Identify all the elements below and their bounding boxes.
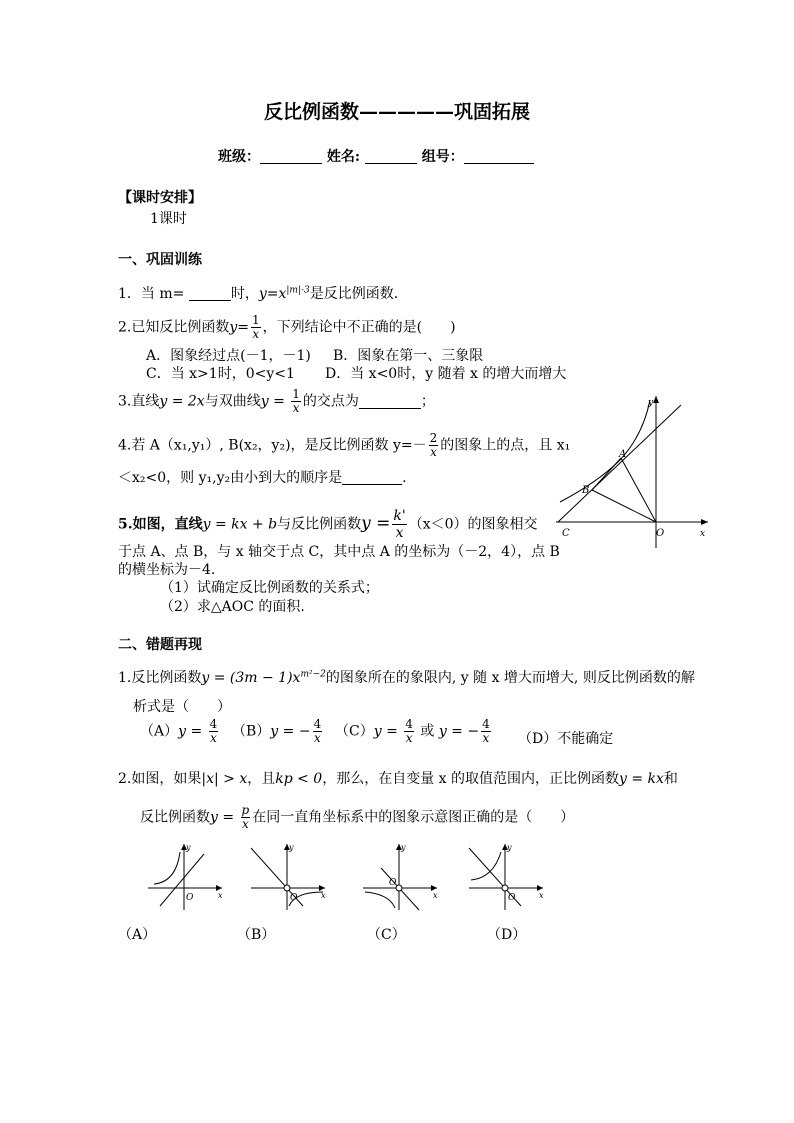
svg-text:y: y — [289, 843, 294, 852]
s1-question-5-line3: 的横坐标为－4. — [118, 562, 216, 578]
s1-question-5-line2: 于点 A、点 B，与 x 轴交于点 C，其中点 A 的坐标为（－2，4），点 B — [118, 544, 560, 560]
choice-c-label: （C） — [367, 927, 406, 943]
s1-question-4: 4.若 A（x₁,y₁）, B(x₂，y₂)，是反比例函数 y=－ $\frac{2}{x}$ 的图象上的点，且 x₁ — [118, 431, 571, 459]
s2-question-1: 1.反比例函数$y = (3m - 1)x^{m^2-2}$的图象所在的象限内, y 随 x 增大而增大, 则反比例函数的解 — [118, 669, 695, 686]
q4-blank[interactable] — [342, 470, 402, 485]
graph-a — [140, 840, 230, 912]
s2-question-2: 2.如图，如果|x| > x，且kp < 0，那么，在自变量 x 的取值范围内，正比例函数y = kx和 — [118, 771, 678, 787]
s1-question-3: 3.直线y = 2x与双曲线y = $\frac{1}{x}$ 的交点为 ； — [118, 387, 435, 415]
choice-d-label: （D） — [487, 927, 527, 943]
svg-text:x: x — [321, 891, 326, 900]
q2-option-c: C．当 x>1时，0<y<1 — [146, 366, 295, 382]
line-ykxb — [558, 405, 681, 522]
graph-d — [461, 840, 551, 912]
s1-question-5: 5.如图，直线y = kx + b与反比例函数y = $\frac{k'}{x}$ （x＜0）的图象相交 — [118, 508, 538, 541]
q5-part-1: （1）试确定反比例函数的关系式； — [160, 580, 379, 596]
q2-option-d: D．当 x<0时，y 随着 x 的增大而增大 — [325, 366, 567, 382]
q3-blank[interactable] — [359, 394, 421, 409]
s1-question-2: 2.已知反比例函数y= $\frac{1}{x}$ ，下列结论中不正确的是( ) — [118, 313, 456, 341]
graph-c-curve — [365, 892, 395, 908]
schedule-heading: 【课时安排】 — [118, 190, 202, 206]
s2-question-2-line2: 反比例函数y = $\frac{p}{x}$ 在同一直角坐标系中的图象示意图正确的是（ ） — [140, 803, 575, 831]
section2-heading: 二、错题再现 — [118, 637, 202, 653]
graph-c — [355, 840, 445, 912]
page-title: 反比例函数—————巩固拓展 — [263, 101, 530, 123]
label-C: C — [562, 528, 570, 539]
schedule-value: 1课时 — [150, 211, 187, 227]
svg-text:y: y — [401, 843, 406, 852]
group-blank[interactable] — [464, 149, 534, 164]
svg-text:y: y — [507, 843, 512, 852]
name-blank[interactable] — [365, 149, 417, 164]
segment-AB — [592, 458, 621, 490]
segment-AO — [621, 458, 656, 522]
section1-heading: 一、巩固训练 — [118, 252, 202, 268]
class-blank[interactable] — [260, 149, 322, 164]
svg-text:O: O — [389, 878, 397, 888]
choice-a-label: （A） — [118, 927, 157, 943]
label-B: B — [582, 485, 590, 496]
svg-text:y: y — [186, 843, 191, 852]
student-info — [218, 146, 534, 166]
segment-BO — [592, 490, 656, 522]
class-label: 班级： — [218, 149, 260, 165]
q5-part-2: （2）求△AOC 的面积. — [160, 599, 305, 615]
svg-text:O: O — [508, 893, 516, 903]
label-y: y — [648, 398, 654, 408]
svg-text:O: O — [290, 893, 298, 903]
graph-d-curve — [471, 852, 501, 880]
label-O: O — [656, 528, 665, 539]
q1-blank[interactable] — [189, 286, 231, 301]
q2-option-b: B．图象在第一、三象限 — [333, 348, 484, 364]
q2-option-a: A．图象经过点(－1，－1) — [146, 348, 311, 364]
svg-text:O: O — [186, 893, 194, 903]
s2q1-option-c: （C）y = $\frac{4}{x}$ 或 y = − $\frac{4}{x}$ — [335, 717, 490, 745]
label-x: x — [700, 529, 706, 539]
q5-figure — [548, 390, 713, 550]
svg-text:x: x — [539, 891, 544, 900]
group-label: 组号： — [421, 149, 464, 165]
x-axis-arrow — [701, 519, 708, 525]
s1-question-4-line2: ＜x₂<0，则 y₁,y₂由小到大的顺序是 . — [118, 470, 407, 486]
graph-b — [243, 840, 333, 912]
s2q1-option-a: （A）y = $\frac{4}{x}$ — [140, 717, 218, 745]
svg-text:x: x — [218, 891, 223, 900]
y-axis-arrow — [653, 396, 659, 403]
choice-b-label: （B） — [237, 927, 276, 943]
name-label: 姓名: — [326, 149, 361, 165]
label-A: A — [619, 449, 627, 460]
s2q1-option-b: （B）y = − $\frac{4}{x}$ — [232, 717, 322, 745]
s1-question-1: 1．当 m= 时，$y=x^{|m|-3}$是反比例函数． — [118, 285, 408, 302]
svg-text:x: x — [433, 891, 438, 900]
graph-a-curve — [154, 852, 180, 884]
s2-question-1-line2: 析式是（ ） — [133, 699, 231, 715]
s2q1-option-d: （D）不能确定 — [518, 731, 614, 747]
